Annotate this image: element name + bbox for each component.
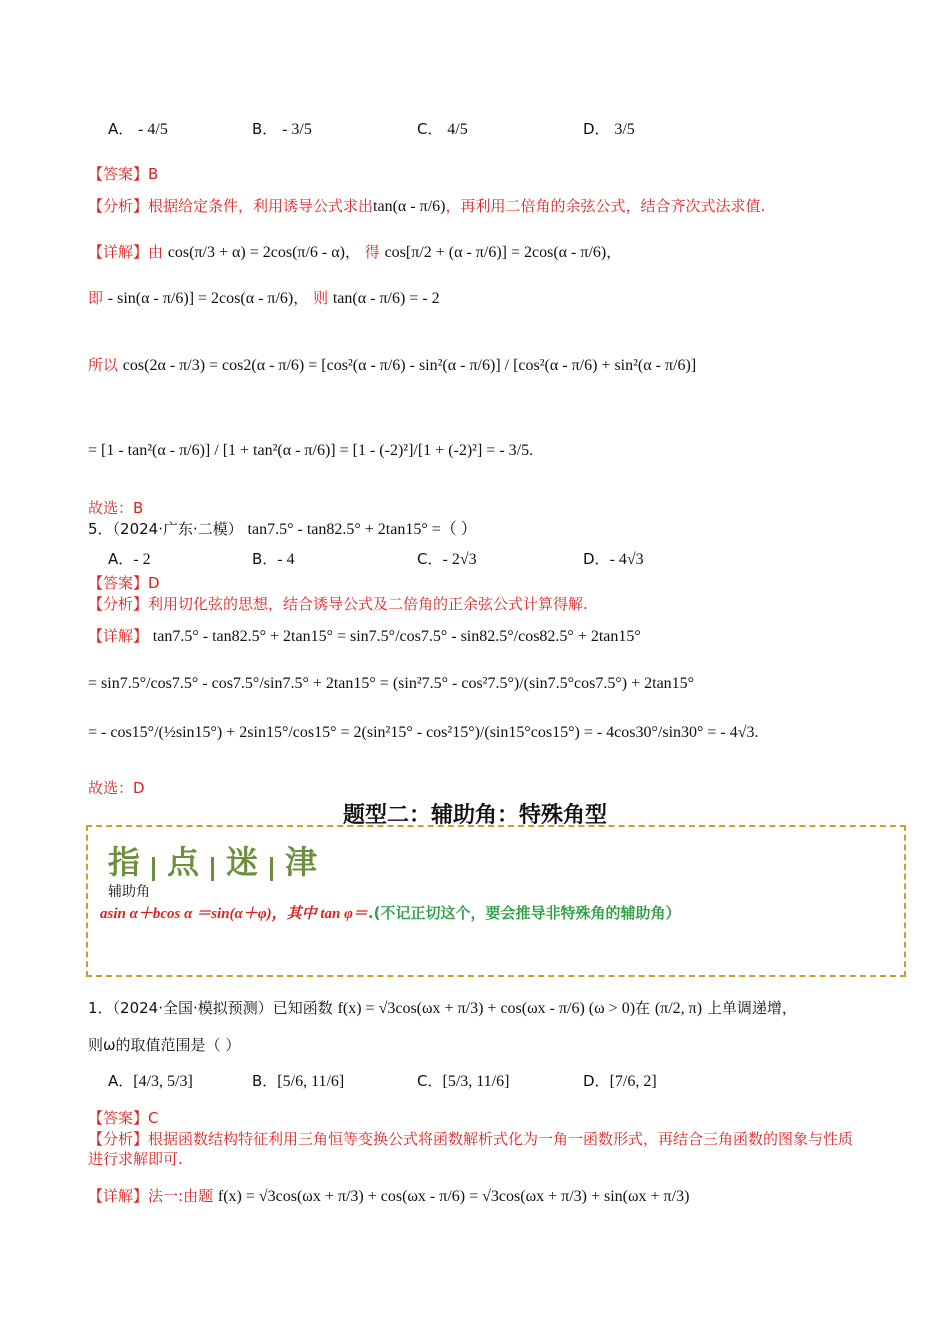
choice-a: A． - 4/5 [108, 120, 168, 138]
q1-stem-2: 则ω的取值范围是（ ） [88, 1036, 241, 1054]
q5-detail-line1: 【详解】 tan7.5° - tan82.5° + 2tan15° = sin7.5°/cos7.5° - sin82.5°/cos82.5° + 2tan15° [88, 627, 641, 645]
q1-choice-a: A．[4/3, 5/3] [108, 1072, 193, 1090]
prev-detail-line1: 【详解】由 cos(π/3 + α) = 2cos(π/6 - α)， 得 cos[π/2 + (α - π/6)] = 2cos(α - π/6)， [88, 243, 622, 261]
q5-choice-d: D．- 4√3 [583, 550, 644, 568]
choice-d: D． 3/5 [583, 120, 635, 138]
tip-char-4: 津 [285, 843, 318, 881]
q5-detail-line2: = sin7.5°/cos7.5° - cos7.5°/sin7.5° + 2tan15° = (sin²7.5° - cos²7.5°)/(sin7.5°cos7.5°) + 2tan15° [88, 675, 695, 692]
tip-heading: 辅助角 [108, 884, 150, 900]
q5-choice-b: B．- 4 [252, 550, 295, 568]
choice-c-expr: 4/5 [447, 121, 468, 138]
q5-analysis: 【分析】利用切化弦的思想，结合诱导公式及二倍角的正余弦公式计算得解. [88, 595, 588, 613]
choice-b-expr: - 3/5 [282, 121, 312, 138]
prev-detail-line2: 即 - sin(α - π/6)] = 2cos(α - π/6)， 则 tan(α - π/6) = - 2 [88, 289, 440, 307]
choice-d-expr: 3/5 [614, 121, 635, 138]
choice-c: C． 4/5 [417, 120, 468, 138]
tip-char-2: 点 [167, 843, 200, 881]
tip-divider [211, 857, 214, 881]
q5-detail-line3: = - cos15°/(½sin15°) + 2sin15°/cos15° = 2(sin²15° - cos²15°)/(sin15°cos15°) = - 4cos30°/sin30° = - 4√3. [88, 724, 759, 741]
q1-answer: 【答案】C [88, 1109, 159, 1127]
tip-divider [152, 857, 155, 881]
tip-formula: asin α＋bcos α ＝sin(α＋φ)，其中 tan φ＝ [100, 906, 368, 922]
prev-answer: 【答案】B [88, 165, 159, 183]
q1-choice-c: C．[5/3, 11/6] [417, 1072, 510, 1090]
tip-note: .(不记正切这个，要会推导非特殊角的辅助角） [367, 904, 681, 922]
tip-header [108, 837, 317, 883]
q5-choice-c: C．- 2√3 [417, 550, 477, 568]
tip-char-1: 指 [108, 843, 141, 881]
prev-guxuan: 故选：B [88, 499, 144, 517]
choice-b: B． - 3/5 [252, 120, 312, 138]
section-title: 题型二：辅助角：特殊角型 [342, 803, 607, 828]
tip-box [86, 825, 906, 977]
prev-detail-line3: 所以 cos(2α - π/3) = cos2(α - π/6) = [cos²(α - π/6) - sin²(α - π/6)] / [cos²(α - π/6) + sin²(α - π/6)] [88, 356, 697, 374]
q1-stem: 1．（2024·全国·模拟预测）已知函数 f(x) = √3cos(ωx + π/3) + cos(ωx - π/6) (ω > 0)在 (π/2, π) 上单调递增， [88, 999, 797, 1017]
tip-char-3: 迷 [226, 843, 259, 881]
q1-detail: 【详解】法一:由题 f(x) = √3cos(ωx + π/3) + cos(ωx - π/6) = √3cos(ωx + π/3) + sin(ωx + π/3) [88, 1187, 690, 1205]
q5-choice-a: A．- 2 [108, 550, 151, 568]
q5-guxuan: 故选：D [88, 779, 145, 797]
prev-analysis: 【分析】根据给定条件，利用诱导公式求出tan(α - π/6)，再利用二倍角的余弦公式，结合齐次式法求值. [88, 197, 766, 215]
prev-detail-line4: = [1 - tan²(α - π/6)] / [1 + tan²(α - π/6)] = [1 - (-2)²]/[1 + (-2)²] = - 3/5. [88, 442, 534, 459]
q1-analysis: 【分析】根据函数结构特征利用三角恒等变换公式将函数解析式化为一角一函数形式，再结合三角函数的图象与性质进行求解即可. [88, 1130, 854, 1168]
tip-formula-line [100, 902, 680, 923]
tip-divider [270, 857, 273, 881]
q5-answer: 【答案】D [88, 574, 160, 592]
q1-choice-d: D．[7/6, 2] [583, 1072, 657, 1090]
q1-choice-b: B．[5/6, 11/6] [252, 1072, 345, 1090]
q5-stem: 5．（2024·广东·二模） tan7.5° - tan82.5° + 2tan15° =（ ） [88, 520, 477, 538]
choice-a-expr: - 4/5 [138, 121, 168, 138]
